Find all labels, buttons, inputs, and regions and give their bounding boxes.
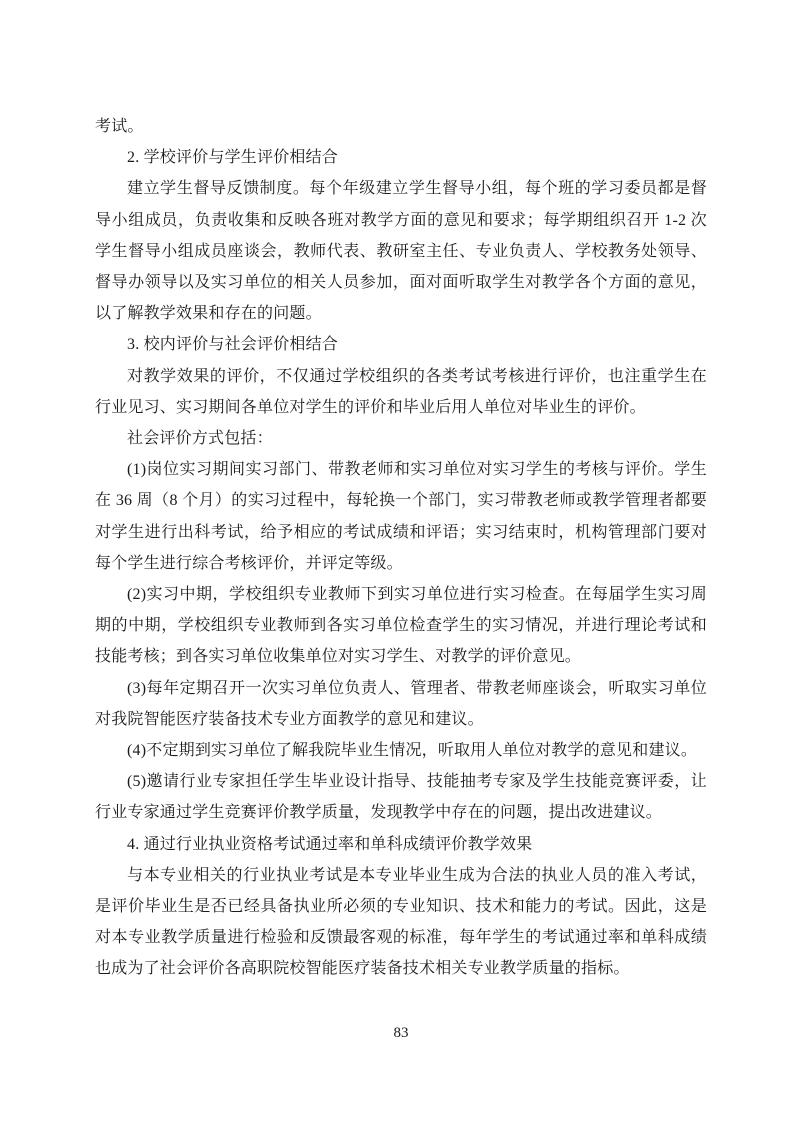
paragraph-item-4-graduate-followup: (4)不定期到实习单位了解我院毕业生情况，听取用人单位对教学的意见和建议。 [127, 742, 698, 760]
paragraph-supervision-feedback: 建立学生督导反馈制度。每个年级建立学生督导小组，每个班的学习委员都是督导小组成员，负责收集和反映各班对教学方面的意见和要求；每学期组织召开 1-2 次学生督导小组成员座谈会，教师代表、教研室主任、专业负责人、学校教务处领导、督导办领导以及实习单位的相关人员参加，面对面听取学生对教学各个方面的意见，以了解教学效果和存在的问题。 [95, 180, 707, 323]
heading-2-school-student-evaluation: 2. 学校评价与学生评价相结合 [127, 149, 339, 167]
paragraph-item-3-annual-forum: (3)每年定期召开一次实习单位负责人、管理者、带教老师座谈会，听取实习单位对我院智能医疗装备技术专业方面教学的意见和建议。 [95, 679, 707, 728]
paragraph-social-evaluation-intro: 社会评价方式包括： [127, 430, 273, 448]
paragraph-teaching-effect-evaluation: 对教学效果的评价，不仅通过学校组织的各类考试考核进行评价，也注重学生在行业见习、实习期间各单位对学生的评价和毕业后用人单位对毕业生的评价。 [95, 367, 707, 416]
paragraph-item-5-industry-experts: (5)邀请行业专家担任学生毕业设计指导、技能抽考专家及学生技能竞赛评委，让行业专家通过学生竞赛评价教学质量，发现教学中存在的问题，提出改进建议。 [95, 773, 707, 822]
heading-4-qualification-exam: 4. 通过行业执业资格考试通过率和单科成绩评价教学效果 [127, 835, 533, 853]
document-body [95, 111, 707, 985]
page-number: 83 [393, 1025, 409, 1041]
paragraph-item-2-midterm-inspection: (2)实习中期，学校组织专业教师下到实习单位进行实习检查。在每届学生实习周期的中期，学校组织专业教师到各实习单位检查学生的实习情况，并进行理论考试和技能考核；到各实习单位收集单位对实习学生、对教学的评价意见。 [95, 586, 707, 666]
paragraph-item-1-internship-assessment: (1)岗位实习期间实习部门、带教老师和实习单位对实习学生的考核与评价。学生在 36 周（8 个月）的实习过程中，每轮换一个部门，实习带教老师或教学管理者都要对学生进行出科考试，给予相应的考试成绩和评语；实习结束时，机构管理部门要对每个学生进行综合考核评价，并评定等级。 [95, 461, 707, 572]
paragraph-continuation: 考试。 [95, 118, 144, 135]
paragraph-qualification-exam-detail: 与本专业相关的行业执业考试是本专业毕业生成为合法的执业人员的准入考试，是评价毕业生是否已经具备执业所必须的专业知识、技术和能力的考试。因此，这是对本专业教学质量进行检验和反馈最客观的标准，每年学生的考试通过率和单科成绩也成为了社会评价各高职院校智能医疗装备技术相关专业教学质量的指标。 [95, 866, 707, 978]
heading-3-internal-social-evaluation: 3. 校内评价与社会评价相结合 [127, 336, 339, 354]
